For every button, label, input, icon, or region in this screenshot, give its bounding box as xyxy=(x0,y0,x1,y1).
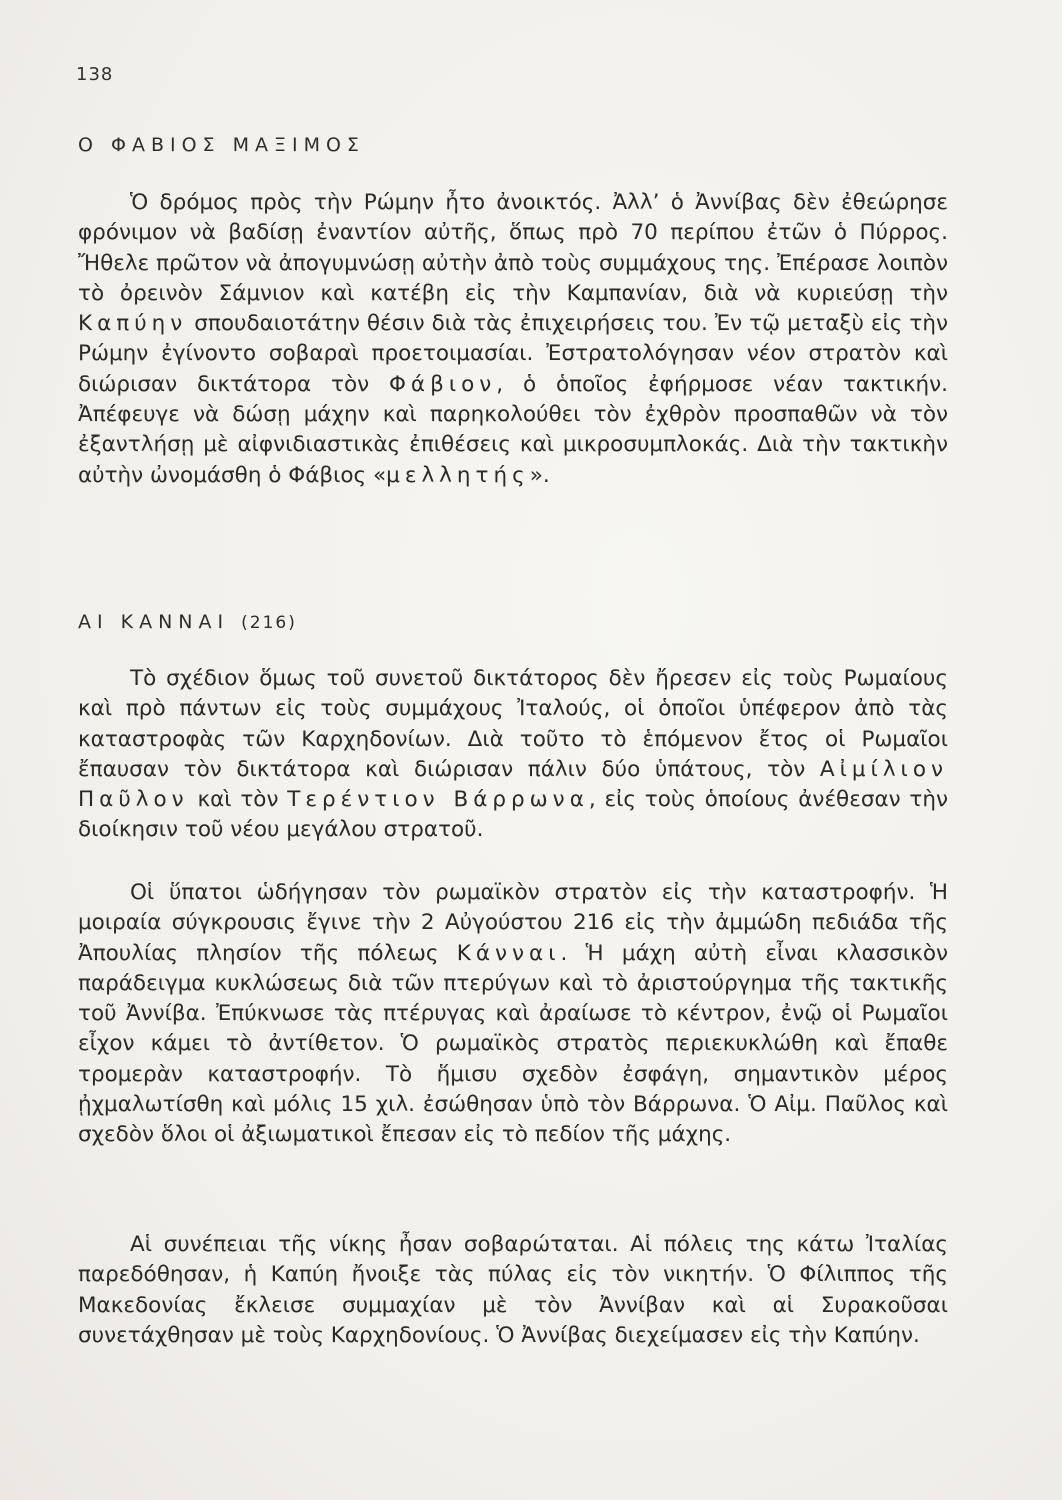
paragraph-consuls: Τὸ σχέδιον ὅμως τοῦ συνετοῦ δικτάτορος δὲν ἤρεσεν εἰς τοὺς Ρωμαίους καὶ πρὸ πάντων εἰς τοὺς συμμάχους Ἰταλούς, οἱ ὁποῖοι ὑπέφερον ἀπὸ τὰς καταστροφὰς τῶν Καρχηδονίων. Διὰ τοῦτο τὸ ἑπόμενον ἔτος οἱ Ρωμαῖοι ἔπαυσαν τὸν δικτάτορα καὶ διώρισαν πάλιν δύο ὑπάτους, τὸν Αἰμίλιον Παῦλον καὶ τὸν Τερέντιον Βάρρωνα, εἰς τοὺς ὁποίους ἀνέθεσαν τὴν διοίκησιν τοῦ νέου μεγάλου στρατοῦ. xyxy=(78,666,949,843)
section-heading-fabius: Ο ΦΑΒΙΟΣ ΜΑΞΙΜΟΣ xyxy=(78,134,365,156)
emphasis-fabius: Φάβιον xyxy=(389,371,497,397)
paragraph-fabius: Ὁ δρόμος πρὸς τὴν Ρώμην ἦτο ἀνοικτός. Ἀλλ’ ὁ Ἀννίβας δὲν ἐθεώρησε φρόνιμον νὰ βαδίσῃ ἐναντίον αὐτῆς, ὅπως πρὸ 70 περίπου ἐτῶν ὁ Πύρρος. Ἤθελε πρῶτον νὰ ἀπογυμνώσῃ αὐτὴν ἀπὸ τοὺς συμμάχους της. Ἐπέρασε λοιπὸν τὸ ὀρεινὸν Σάμνιον καὶ κατέβη εἰς τὴν Καμπανίαν, διὰ νὰ κυριεύσῃ τὴν Καπύην σπουδαιοτάτην θέσιν διὰ τὰς ἐπιχειρήσεις του. Ἐν τῷ μεταξὺ εἰς τὴν Ρώμην ἐγίνοντο σοβαραὶ προετοιμασίαι. Ἐστρατολόγησαν νέον στρατὸν καὶ διώρισαν δικτάτορα τὸν Φάβιον, ὁ ὁποῖος ἐφήρμοσε νέαν τακτικήν. Ἀπέφευγε νὰ δώσῃ μάχην καὶ παρηκολούθει τὸν ἐχθρὸν προσπαθῶν νὰ τὸν ἐξαντλήσῃ μὲ αἰφνιδιαστικὰς ἐπιθέσεις καὶ μικροσυμπλοκάς. Διὰ τὴν τακτικὴν αὐτὴν ὠνομάσθη ὁ Φάβιος «μελλητής». xyxy=(78,190,948,488)
section-heading-cannae: ΑΙ ΚΑΝΝΑΙ (216) xyxy=(78,611,297,633)
paragraph-consequences: Αἱ συνέπειαι τῆς νίκης ἦσαν σοβαρώταται. Αἱ πόλεις της κάτω Ἰταλίας παρεδόθησαν, ἡ Καπύη ἤνοιξε τὰς πύλας εἰς τὸν νικητήν. Ὁ Φίλιππος τῆς Μακεδονίας ἔκλεισε συμμαχίαν μὲ τὸν Ἀννίβαν καὶ αἱ Συρακοῦσαι συνετάχθησαν μὲ τοὺς Καρχηδονίους. Ὁ Ἀννίβας διεχείμασεν εἰς τὴν Καπύην. xyxy=(78,1232,948,1348)
emphasis-terentius-varro: Τερέντιον Βάρρωνα xyxy=(287,787,589,813)
emphasis-cannae: Κάνναι xyxy=(456,940,561,966)
emphasis-capua: Καπύην xyxy=(78,311,188,337)
emphasis-melletes: μελλητής xyxy=(386,462,530,488)
emphasis-aemilius-paulus: Αἰμίλιον Παῦλον xyxy=(78,756,948,813)
paragraph-battle: Οἱ ὕπατοι ὡδήγησαν τὸν ρωμαϊκὸν στρατὸν εἰς τὴν καταστροφήν. Ἡ μοιραία σύγκρουσις ἔγινε τὴν 2 Αὐγούστου 216 εἰς τὴν ἀμμώδη πεδιάδα τῆς Ἀπουλίας πλησίον τῆς πόλεως Κάνναι. Ἡ μάχη αὐτὴ εἶναι κλασσικὸν παράδειγμα κυκλώσεως διὰ τῶν πτερύγων καὶ τὸ ἀριστούργημα τῆς τακτικῆς τοῦ Ἀννίβα. Ἐπύκνωσε τὰς πτέρυγας καὶ ἀραίωσε τὸ κέντρον, ἐνῷ οἱ Ρωμαῖοι εἶχον κάμει τὸ ἀντίθετον. Ὁ ρωμαϊκὸς στρατὸς περιεκυκλώθη καὶ ἔπαθε τρομερὰν καταστροφήν. Τὸ ἥμισυ σχεδὸν ἐσφάγη, σημαντικὸν μέρος ᾐχμαλωτίσθη καὶ μόλις 15 χιλ. ἐσώθησαν ὑπὸ τὸν Βάρρωνα. Ὁ Αἰμ. Παῦλος καὶ σχεδὸν ὅλοι οἱ ἀξιωματικοὶ ἔπεσαν εἰς τὸ πεδίον τῆς μάχης. xyxy=(78,880,948,1148)
section-heading-year: (216) xyxy=(241,613,297,633)
page-number: 138 xyxy=(76,64,114,85)
